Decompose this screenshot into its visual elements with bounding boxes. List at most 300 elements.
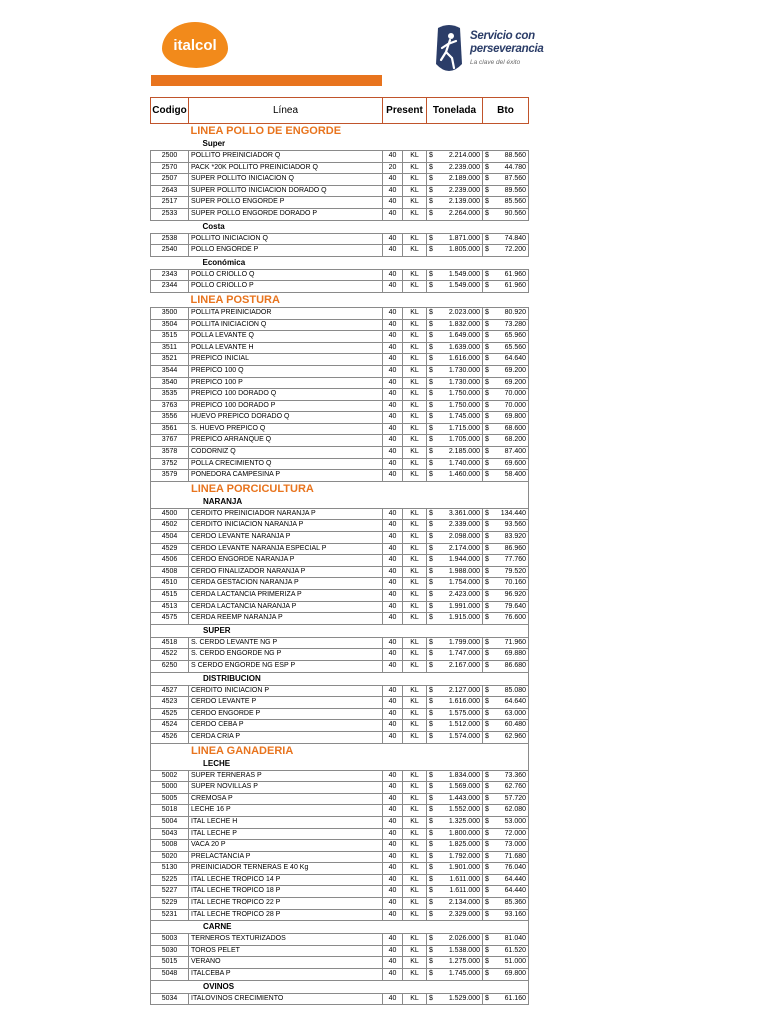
table-row [151, 770, 529, 782]
price-per-ton [427, 685, 483, 697]
price-per-bag-value: 44.780 [504, 163, 527, 171]
price-per-bag-value: 83.920 [504, 533, 527, 541]
price-per-ton-value: 2.239.000 [448, 186, 480, 194]
product-code: 3500 [151, 307, 189, 319]
product-code: 4513 [151, 601, 189, 613]
product-code: 3763 [151, 400, 189, 412]
currency-symbol: $ [485, 448, 489, 456]
presentation-unit: KL [403, 840, 427, 852]
price-per-bag-value: 63.000 [504, 709, 527, 717]
table-row [151, 281, 529, 293]
currency-symbol: $ [429, 413, 433, 421]
price-per-ton [427, 993, 483, 1005]
product-name: CERDO LEVANTE NARANJA ESPECIAL P [189, 543, 383, 555]
presentation-unit: KL [403, 365, 427, 377]
currency-symbol: $ [485, 332, 489, 340]
price-per-ton [427, 354, 483, 366]
price-per-bag-value: 61.160 [504, 994, 527, 1002]
currency-symbol: $ [485, 771, 489, 779]
product-name: ITAL LECHE TROPICO 14 P [189, 874, 383, 886]
price-per-ton-value: 2.026.000 [448, 935, 480, 943]
price-per-ton [427, 697, 483, 709]
presentation-size: 40 [383, 400, 403, 412]
price-per-bag [483, 389, 529, 401]
currency-symbol: $ [485, 864, 489, 872]
price-per-ton [427, 637, 483, 649]
product-code: 3544 [151, 365, 189, 377]
product-name: ITALOVINOS CRECIMIENTO [189, 993, 383, 1005]
price-per-bag [483, 840, 529, 852]
currency-symbol: $ [429, 209, 433, 217]
price-per-bag-value: 65.960 [504, 332, 527, 340]
currency-symbol: $ [485, 841, 489, 849]
currency-symbol: $ [485, 829, 489, 837]
presentation-size: 40 [383, 342, 403, 354]
price-per-bag [483, 993, 529, 1005]
currency-symbol: $ [429, 355, 433, 363]
price-per-bag-value: 51.000 [504, 958, 527, 966]
price-per-ton-value: 1.639.000 [448, 343, 480, 351]
price-per-bag [483, 590, 529, 602]
table-row [151, 782, 529, 794]
price-per-bag [483, 281, 529, 293]
price-per-ton-value: 2.127.000 [448, 686, 480, 694]
price-per-bag-value: 88.560 [504, 152, 527, 159]
presentation-unit: KL [403, 281, 427, 293]
product-code: 5229 [151, 898, 189, 910]
price-per-bag-value: 85.080 [504, 686, 527, 694]
presentation-size: 40 [383, 245, 403, 257]
currency-symbol: $ [429, 946, 433, 954]
price-per-ton [427, 447, 483, 459]
price-per-ton-value: 2.185.000 [448, 448, 480, 456]
price-per-ton [427, 543, 483, 555]
price-per-ton [427, 269, 483, 281]
price-per-ton-value: 1.715.000 [448, 424, 480, 432]
header-linea: Línea [189, 98, 383, 124]
currency-symbol: $ [485, 378, 489, 386]
price-per-bag [483, 233, 529, 245]
price-per-bag-value: 79.640 [504, 602, 527, 610]
product-name: SUPER POLLITO INICIACION DORADO Q [189, 185, 383, 197]
price-per-ton-value: 1.825.000 [448, 841, 480, 849]
presentation-size: 40 [383, 909, 403, 921]
presentation-unit: KL [403, 708, 427, 720]
price-per-ton-value: 2.239.000 [448, 163, 480, 171]
table-row [151, 151, 529, 163]
product-name: POLLA LEVANTE H [189, 342, 383, 354]
price-per-ton-value: 2.423.000 [448, 591, 480, 598]
currency-symbol: $ [485, 390, 489, 398]
product-code: 2507 [151, 174, 189, 186]
currency-symbol: $ [485, 209, 489, 217]
header-tonelada: Tonelada [427, 98, 483, 124]
price-per-ton-value: 2.189.000 [448, 175, 480, 183]
currency-symbol: $ [429, 567, 433, 575]
price-per-ton-value: 1.799.000 [448, 638, 480, 646]
currency-symbol: $ [485, 282, 489, 290]
table-row [151, 685, 529, 697]
presentation-unit: KL [403, 162, 427, 174]
price-per-ton [427, 365, 483, 377]
price-per-ton [427, 782, 483, 794]
presentation-unit: KL [403, 649, 427, 661]
price-per-bag-value: 79.520 [504, 567, 527, 575]
price-per-ton [427, 731, 483, 743]
price-per-bag-value: 69.600 [504, 459, 527, 467]
price-per-ton-value: 1.800.000 [448, 829, 480, 837]
currency-symbol: $ [429, 556, 433, 564]
product-name: SUPER NOVILLAS P [189, 782, 383, 794]
price-per-ton-value: 2.167.000 [448, 661, 480, 669]
currency-symbol: $ [485, 234, 489, 242]
subsection-title-row [151, 672, 529, 685]
price-per-bag [483, 447, 529, 459]
price-per-ton [427, 969, 483, 981]
product-name: SUPER POLLITO INICIACION Q [189, 174, 383, 186]
presentation-size: 40 [383, 840, 403, 852]
product-code: 3540 [151, 377, 189, 389]
product-code: 3561 [151, 423, 189, 435]
price-per-bag [483, 319, 529, 331]
product-name: CERDA REEMP NARANJA P [189, 613, 383, 625]
price-per-ton [427, 307, 483, 319]
price-per-ton-value: 1.834.000 [448, 771, 480, 779]
product-name: CERDA LACTANCIA PRIMERIZA P [189, 590, 383, 602]
price-per-bag-value: 134.440 [500, 509, 527, 517]
table-row [151, 590, 529, 602]
price-per-ton-value: 2.329.000 [448, 910, 480, 918]
price-per-ton-value: 2.134.000 [448, 899, 480, 907]
table-row [151, 245, 529, 257]
currency-symbol: $ [485, 935, 489, 943]
presentation-unit: KL [403, 331, 427, 343]
product-code: 5034 [151, 993, 189, 1005]
presentation-size: 40 [383, 470, 403, 482]
currency-symbol: $ [429, 650, 433, 658]
product-name: CERDITO PREINICIADOR NARANJA P [189, 508, 383, 520]
product-code: 3511 [151, 342, 189, 354]
currency-symbol: $ [429, 910, 433, 918]
presentation-size: 40 [383, 331, 403, 343]
currency-symbol: $ [429, 436, 433, 444]
currency-symbol: $ [429, 401, 433, 409]
table-row [151, 993, 529, 1005]
currency-symbol: $ [429, 343, 433, 351]
price-table [150, 124, 529, 1005]
price-per-bag-value: 61.960 [504, 282, 527, 290]
currency-symbol: $ [485, 686, 489, 694]
price-per-ton-value: 1.552.000 [448, 806, 480, 814]
currency-symbol: $ [429, 163, 433, 171]
subsection-title: NARANJA [151, 496, 529, 509]
presentation-size: 40 [383, 447, 403, 459]
product-name: CREMOSA P [189, 793, 383, 805]
presentation-unit: KL [403, 566, 427, 578]
price-per-bag [483, 458, 529, 470]
table-row [151, 660, 529, 672]
table-row [151, 208, 529, 220]
product-name: ITAL LECHE TROPICO 28 P [189, 909, 383, 921]
product-name: CERDA LACTANCIA NARANJA P [189, 601, 383, 613]
italcol-logo [162, 16, 228, 68]
price-per-ton [427, 909, 483, 921]
price-per-ton-value: 1.575.000 [448, 709, 480, 717]
price-per-ton [427, 770, 483, 782]
table-row [151, 423, 529, 435]
presentation-unit: KL [403, 613, 427, 625]
currency-symbol: $ [429, 509, 433, 517]
price-per-bag-value: 64.440 [504, 875, 527, 883]
product-code: 5227 [151, 886, 189, 898]
product-code: 4526 [151, 731, 189, 743]
table-row [151, 578, 529, 590]
price-per-bag [483, 174, 529, 186]
product-code: 4500 [151, 508, 189, 520]
subsection-title-row [151, 220, 529, 233]
price-per-ton [427, 412, 483, 424]
product-name: HUEVO PREPICO DORADO Q [189, 412, 383, 424]
product-code: 4508 [151, 566, 189, 578]
presentation-size: 40 [383, 993, 403, 1005]
product-name: CERDITO INICIACION P [189, 685, 383, 697]
subsection-title-row [151, 624, 529, 637]
price-per-bag-value: 62.760 [504, 783, 527, 791]
currency-symbol: $ [429, 533, 433, 541]
price-per-bag-value: 71.680 [504, 852, 527, 860]
presentation-unit: KL [403, 412, 427, 424]
product-name: PONEDORA CAMPESINA P [189, 470, 383, 482]
price-per-ton [427, 470, 483, 482]
product-code: 3504 [151, 319, 189, 331]
price-per-bag-value: 53.000 [504, 817, 527, 825]
presentation-size: 40 [383, 969, 403, 981]
currency-symbol: $ [429, 661, 433, 669]
subsection-title-row [151, 980, 529, 993]
presentation-size: 40 [383, 307, 403, 319]
presentation-size: 40 [383, 793, 403, 805]
product-name: CODORNIZ Q [189, 447, 383, 459]
currency-symbol: $ [485, 614, 489, 622]
price-per-ton-value: 1.275.000 [448, 958, 480, 966]
presentation-unit: KL [403, 555, 427, 567]
section-title: LINEA POSTURA [190, 293, 280, 306]
presentation-size: 40 [383, 423, 403, 435]
subsection-title-row [151, 758, 529, 771]
price-per-ton [427, 590, 483, 602]
price-per-bag-value: 70.000 [504, 390, 527, 398]
price-per-ton-value: 1.754.000 [448, 579, 480, 587]
presentation-size: 40 [383, 945, 403, 957]
table-row [151, 435, 529, 447]
price-per-ton [427, 708, 483, 720]
table-row [151, 377, 529, 389]
presentation-unit: KL [403, 601, 427, 613]
presentation-unit: KL [403, 174, 427, 186]
price-per-bag [483, 945, 529, 957]
product-code: 5225 [151, 874, 189, 886]
price-per-ton-value: 2.214.000 [448, 152, 480, 159]
price-per-ton-value: 2.023.000 [448, 308, 480, 316]
currency-symbol: $ [429, 390, 433, 398]
subsection-title-row [151, 921, 529, 934]
currency-symbol: $ [429, 841, 433, 849]
subsection-title: Costa [202, 221, 225, 231]
currency-symbol: $ [429, 544, 433, 552]
product-name: POLLITA PREINICIADOR [189, 307, 383, 319]
product-code: 4529 [151, 543, 189, 555]
price-per-bag-value: 64.640 [504, 698, 527, 706]
product-code: 4502 [151, 520, 189, 532]
subsection-title: SUPER [151, 624, 529, 637]
presentation-size: 40 [383, 805, 403, 817]
price-per-ton-value: 1.549.000 [448, 282, 480, 290]
product-name: PRELACTANCIA P [189, 851, 383, 863]
presentation-unit: KL [403, 637, 427, 649]
product-name: S CERDO ENGORDE NG ESP P [189, 660, 383, 672]
product-name: SUPER POLLO ENGORDE DORADO P [189, 208, 383, 220]
product-name: SUPER TERNERAS P [189, 770, 383, 782]
currency-symbol: $ [429, 875, 433, 883]
currency-symbol: $ [485, 887, 489, 895]
subsection-title: Económica [202, 257, 246, 267]
price-per-ton [427, 281, 483, 293]
product-name: ITAL LECHE TROPICO 18 P [189, 886, 383, 898]
price-per-bag [483, 365, 529, 377]
orange-accent-bar [151, 75, 382, 86]
product-code: 3578 [151, 447, 189, 459]
price-per-bag [483, 342, 529, 354]
section-title-row [151, 743, 529, 758]
currency-symbol: $ [429, 308, 433, 316]
price-per-bag-value: 60.480 [504, 721, 527, 729]
presentation-size: 40 [383, 233, 403, 245]
price-per-bag [483, 412, 529, 424]
price-per-bag [483, 555, 529, 567]
currency-symbol: $ [485, 163, 489, 171]
currency-symbol: $ [429, 521, 433, 529]
product-name: PREPICO 100 P [189, 377, 383, 389]
presentation-unit: KL [403, 590, 427, 602]
product-name: POLLITA INICIACION Q [189, 319, 383, 331]
servicio-logo [432, 24, 552, 76]
product-code: 4524 [151, 720, 189, 732]
price-per-ton [427, 793, 483, 805]
presentation-size: 40 [383, 934, 403, 946]
currency-symbol: $ [429, 698, 433, 706]
currency-symbol: $ [429, 970, 433, 978]
table-row [151, 613, 529, 625]
price-per-bag [483, 957, 529, 969]
presentation-unit: KL [403, 816, 427, 828]
product-code: 5231 [151, 909, 189, 921]
price-per-ton [427, 840, 483, 852]
table-row [151, 532, 529, 544]
price-per-ton-value: 1.649.000 [448, 332, 480, 340]
currency-symbol: $ [485, 638, 489, 646]
currency-symbol: $ [429, 806, 433, 814]
price-per-ton-value: 1.750.000 [448, 390, 480, 398]
price-per-bag [483, 578, 529, 590]
presentation-size: 40 [383, 660, 403, 672]
currency-symbol: $ [485, 556, 489, 564]
presentation-size: 40 [383, 197, 403, 209]
price-per-ton [427, 613, 483, 625]
product-name: CERDA CRIA P [189, 731, 383, 743]
product-code: 5043 [151, 828, 189, 840]
price-per-bag [483, 793, 529, 805]
product-name: ITALCEBA P [189, 969, 383, 981]
product-name: POLLO CRIOLLO P [189, 281, 383, 293]
price-per-bag [483, 185, 529, 197]
presentation-size: 40 [383, 520, 403, 532]
price-per-ton [427, 400, 483, 412]
currency-symbol: $ [485, 401, 489, 409]
currency-symbol: $ [429, 332, 433, 340]
table-row [151, 851, 529, 863]
price-per-bag [483, 886, 529, 898]
table-row [151, 555, 529, 567]
price-per-ton [427, 874, 483, 886]
price-per-bag-value: 70.160 [504, 579, 527, 587]
price-per-bag [483, 613, 529, 625]
price-per-ton [427, 934, 483, 946]
currency-symbol: $ [485, 910, 489, 918]
presentation-size: 40 [383, 708, 403, 720]
currency-symbol: $ [429, 732, 433, 740]
product-name: CERDO LEVANTE NARANJA P [189, 532, 383, 544]
presentation-unit: KL [403, 969, 427, 981]
price-per-ton [427, 331, 483, 343]
product-code: 4518 [151, 637, 189, 649]
price-per-ton [427, 720, 483, 732]
currency-symbol: $ [429, 852, 433, 860]
currency-symbol: $ [429, 424, 433, 432]
price-per-bag-value: 64.640 [504, 355, 527, 363]
currency-symbol: $ [485, 817, 489, 825]
price-per-ton-value: 1.574.000 [448, 732, 480, 740]
price-per-ton [427, 185, 483, 197]
product-code: 5002 [151, 770, 189, 782]
table-row [151, 543, 529, 555]
presentation-size: 40 [383, 613, 403, 625]
price-per-ton [427, 377, 483, 389]
table-row [151, 909, 529, 921]
currency-symbol: $ [429, 448, 433, 456]
product-code: 4510 [151, 578, 189, 590]
price-per-ton [427, 957, 483, 969]
currency-symbol: $ [485, 355, 489, 363]
price-per-ton-value: 1.569.000 [448, 783, 480, 791]
price-per-bag-value: 77.760 [504, 556, 527, 564]
currency-symbol: $ [485, 533, 489, 541]
product-name: S. CERDO ENGORDE NG P [189, 649, 383, 661]
slogan-line-1: Servicio con [470, 30, 535, 42]
price-per-bag-value: 73.360 [504, 771, 527, 779]
presentation-unit: KL [403, 233, 427, 245]
presentation-unit: KL [403, 874, 427, 886]
currency-symbol: $ [429, 471, 433, 479]
price-per-bag [483, 435, 529, 447]
currency-symbol: $ [485, 152, 489, 159]
price-per-bag-value: 85.560 [504, 198, 527, 206]
product-code: 5004 [151, 816, 189, 828]
price-per-ton-value: 1.529.000 [448, 994, 480, 1002]
product-name: POLLITO INICIACION Q [189, 233, 383, 245]
presentation-unit: KL [403, 185, 427, 197]
price-per-ton [427, 435, 483, 447]
price-per-bag-value: 87.400 [504, 448, 527, 456]
